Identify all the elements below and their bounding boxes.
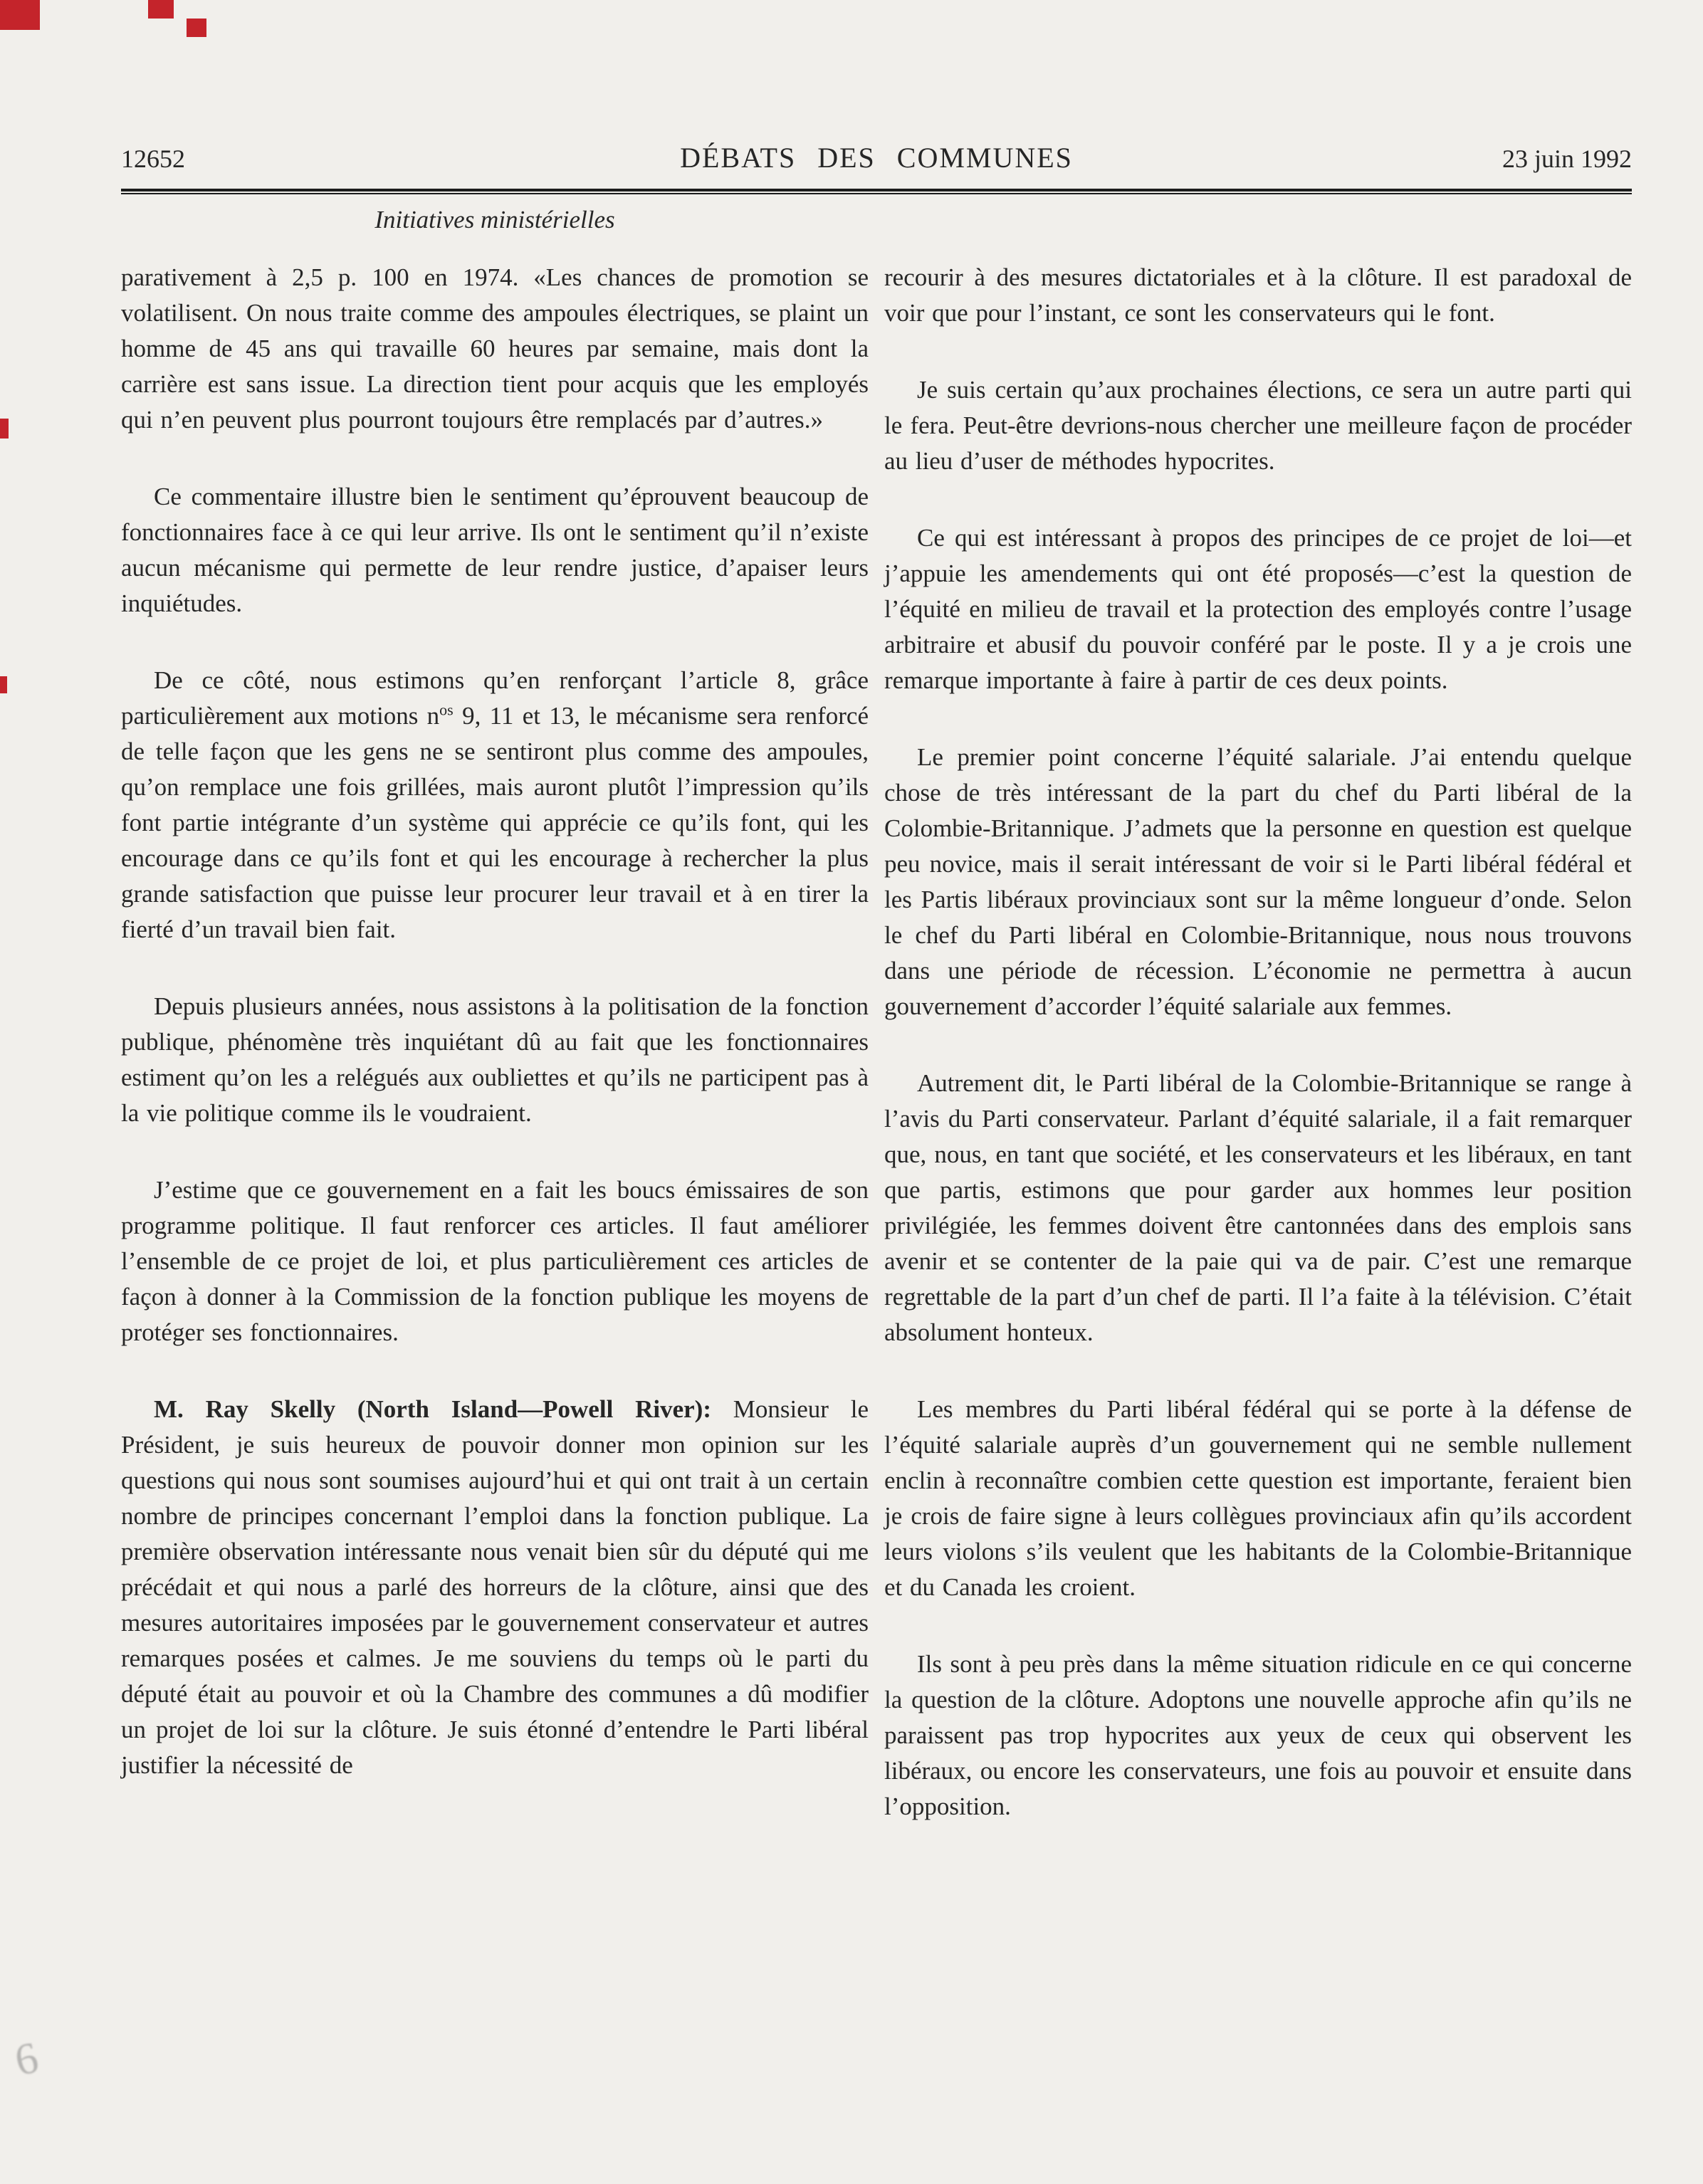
superscript-ordinal: os (439, 700, 454, 719)
paragraph-left-3-lead: De ce côté, nous estimons qu’en renforçant l’article 8, grâce particulièrement aux motions n (121, 666, 869, 730)
paragraph-left-6 (121, 1392, 869, 1783)
registration-mark-left-1 (0, 419, 9, 439)
paragraph-right-2: Je suis certain qu’aux prochaines élections, ce sera un autre parti qui le fera. Peut-être devrions-nous chercher une meilleure façon de procéder au lieu d’user de méthodes hypocrites. (884, 376, 1632, 475)
registration-mark-top-1 (148, 0, 174, 19)
page-title: DÉBATS DES COMMUNES (680, 142, 1073, 174)
text-columns (121, 260, 1632, 1866)
page-header (121, 141, 1632, 174)
registration-mark-corner (0, 0, 40, 30)
paragraph-right-6: Les membres du Parti libéral fédéral qui se porte à la défense de l’équité salariale auprès d’un gouvernement qui ne semble nullement enclin à reconnaître combien cette question est importante, feraient bien je crois de faire signe à leurs collègues provinciaux afin qu’ils accordent leurs violons s’ils veulent que les habitants de la Colombie-Britannique et du Canada les croient. (884, 1395, 1632, 1601)
paragraph-left-2: Ce commentaire illustre bien le sentiment qu’éprouvent beaucoup de fonctionnaires face à ce qui leur arrive. Ils ont le sentiment qu’il n’existe aucun mécanisme qui permette de leur rendre justice, d’apaiser leurs inquiétudes. (121, 483, 869, 617)
page-date: 23 juin 1992 (1502, 145, 1632, 173)
registration-mark-left-2 (0, 676, 7, 693)
right-column (884, 260, 1632, 1866)
speaker-name: M. Ray Skelly (North Island—Powell River): (154, 1395, 733, 1423)
paragraph-right-3: Ce qui est intéressant à propos des principes de ce projet de loi—et j’appuie les amendements qui ont été proposés—c’est la question de l’équité en milieu de travail et la protection des employés contre l’usage arbitraire et abusif du pouvoir conféré par le poste. Il y a je crois une remarque importante à faire à partir de ces deux points. (884, 524, 1632, 694)
paragraph-right-4: Le premier point concerne l’équité salariale. J’ai entendu quelque chose de très intéressant de la part du chef du Parti libéral de la Colombie-Britannique. J’admets que la personne en question est quelque peu novice, mais il serait intéressant de voir si le Parti libéral fédéral et les Partis libéraux provinciaux sont sur la même longueur d’onde. Selon le chef du Parti libéral en Colombie-Britannique, nous nous trouvons dans une période de récession. L’économie ne permettra à aucun gouvernement d’accorder l’équité salariale aux femmes. (884, 743, 1632, 1020)
paragraph-left-1: parativement à 2,5 p. 100 en 1974. «Les chances de promotion se volatilisent. On nous traite comme des ampoules électriques, se plaint un homme de 45 ans qui travaille 60 heures par semaine, mais dont la carrière est sans issue. La direction tient pour acquis que les employés qui n’en peuvent plus pourront toujours être remplacés par d’autres.» (121, 263, 869, 434)
document-page (121, 141, 1632, 1866)
section-header-wrap (121, 206, 869, 234)
section-header: Initiatives ministérielles (374, 206, 615, 233)
page-number: 12652 (121, 145, 185, 173)
paragraph-left-4: Depuis plusieurs années, nous assistons à la politisation de la fonction publique, phénomène très inquiétant dû au fait que les fonctionnaires estiment qu’on les a relégués aux oubliettes et qu’ils ne participent pas à la vie politique comme ils le voudraient. (121, 992, 869, 1127)
registration-mark-top-2 (187, 19, 206, 37)
paragraph-right-7: Ils sont à peu près dans la même situation ridicule en ce qui concerne la question de la clôture. Adoptons une nouvelle approche afin qu’ils ne paraissent pas trop hypocrites aux yeux de ceux qui observent les libéraux, ou encore les conservateurs, une fois au pouvoir et ensuite dans l’opposition. (884, 1650, 1632, 1820)
left-column (121, 260, 869, 1866)
paragraph-right-5: Autrement dit, le Parti libéral de la Colombie-Britannique se range à l’avis du Parti conservateur. Parlant d’équité salariale, il a fait remarquer que, nous, en tant que société, et les conservateurs et les libéraux, en tant que partis, estimons que pour garder aux hommes leur position privilégiée, les femmes doivent être cantonnées dans des emplois sans avenir et se contenter de la paie qui va de pair. C’est une remarque regrettable de la part d’un chef de parti. Il l’a faite à la télévision. C’était absolument honteux. (884, 1069, 1632, 1346)
stray-pencil-mark: 6 (11, 2033, 43, 2086)
paragraph-left-3-tail: 9, 11 et 13, le mécanisme sera renforcé de telle façon que les gens ne se sentiront plus comme des ampoules, qu’on remplace une fois grillées, mais auront plutôt l’impression qu’ils font partie intégrante d’un système qui apprécie ce qu’ils font, qui les encourage dans ce qu’ils font et qui les encourage à rechercher la plus grande satisfaction que puisse leur procurer leur travail et à en tirer la fierté d’un travail bien fait. (121, 702, 869, 943)
paragraph-right-1: recourir à des mesures dictatoriales et à la clôture. Il est paradoxal de voir que pour l’instant, ce sont les conservateurs qui le font. (884, 263, 1632, 327)
paragraph-left-5: J’estime que ce gouvernement en a fait les boucs émissaires de son programme politique. Il faut renforcer ces articles. Il faut améliorer l’ensemble de ce projet de loi, et plus particulièrement ces articles de façon à donner à la Commission de la fonction publique les moyens de protéger ses fonctionnaires. (121, 1176, 869, 1346)
header-rule (121, 189, 1632, 194)
speaker-text: Monsieur le Président, je suis heureux de pouvoir donner mon opinion sur les questions qui nous sont soumises aujourd’hui et qui ont trait à un certain nombre de principes concernant l’emploi dans la fonction publique. La première observation intéressante nous venait bien sûr du député qui me précédait et qui nous a parlé des horreurs de la clôture, ainsi que des mesures autoritaires imposées par le gouvernement conservateur et autres remarques posées et calmes. Je me souviens du temps où le parti du député était au pouvoir et où la Chambre des communes a dû modifier un projet de loi sur la clôture. Je suis étonné d’entendre le Parti libéral justifier la nécessité de (121, 1395, 869, 1779)
paragraph-left-3 (121, 663, 869, 947)
